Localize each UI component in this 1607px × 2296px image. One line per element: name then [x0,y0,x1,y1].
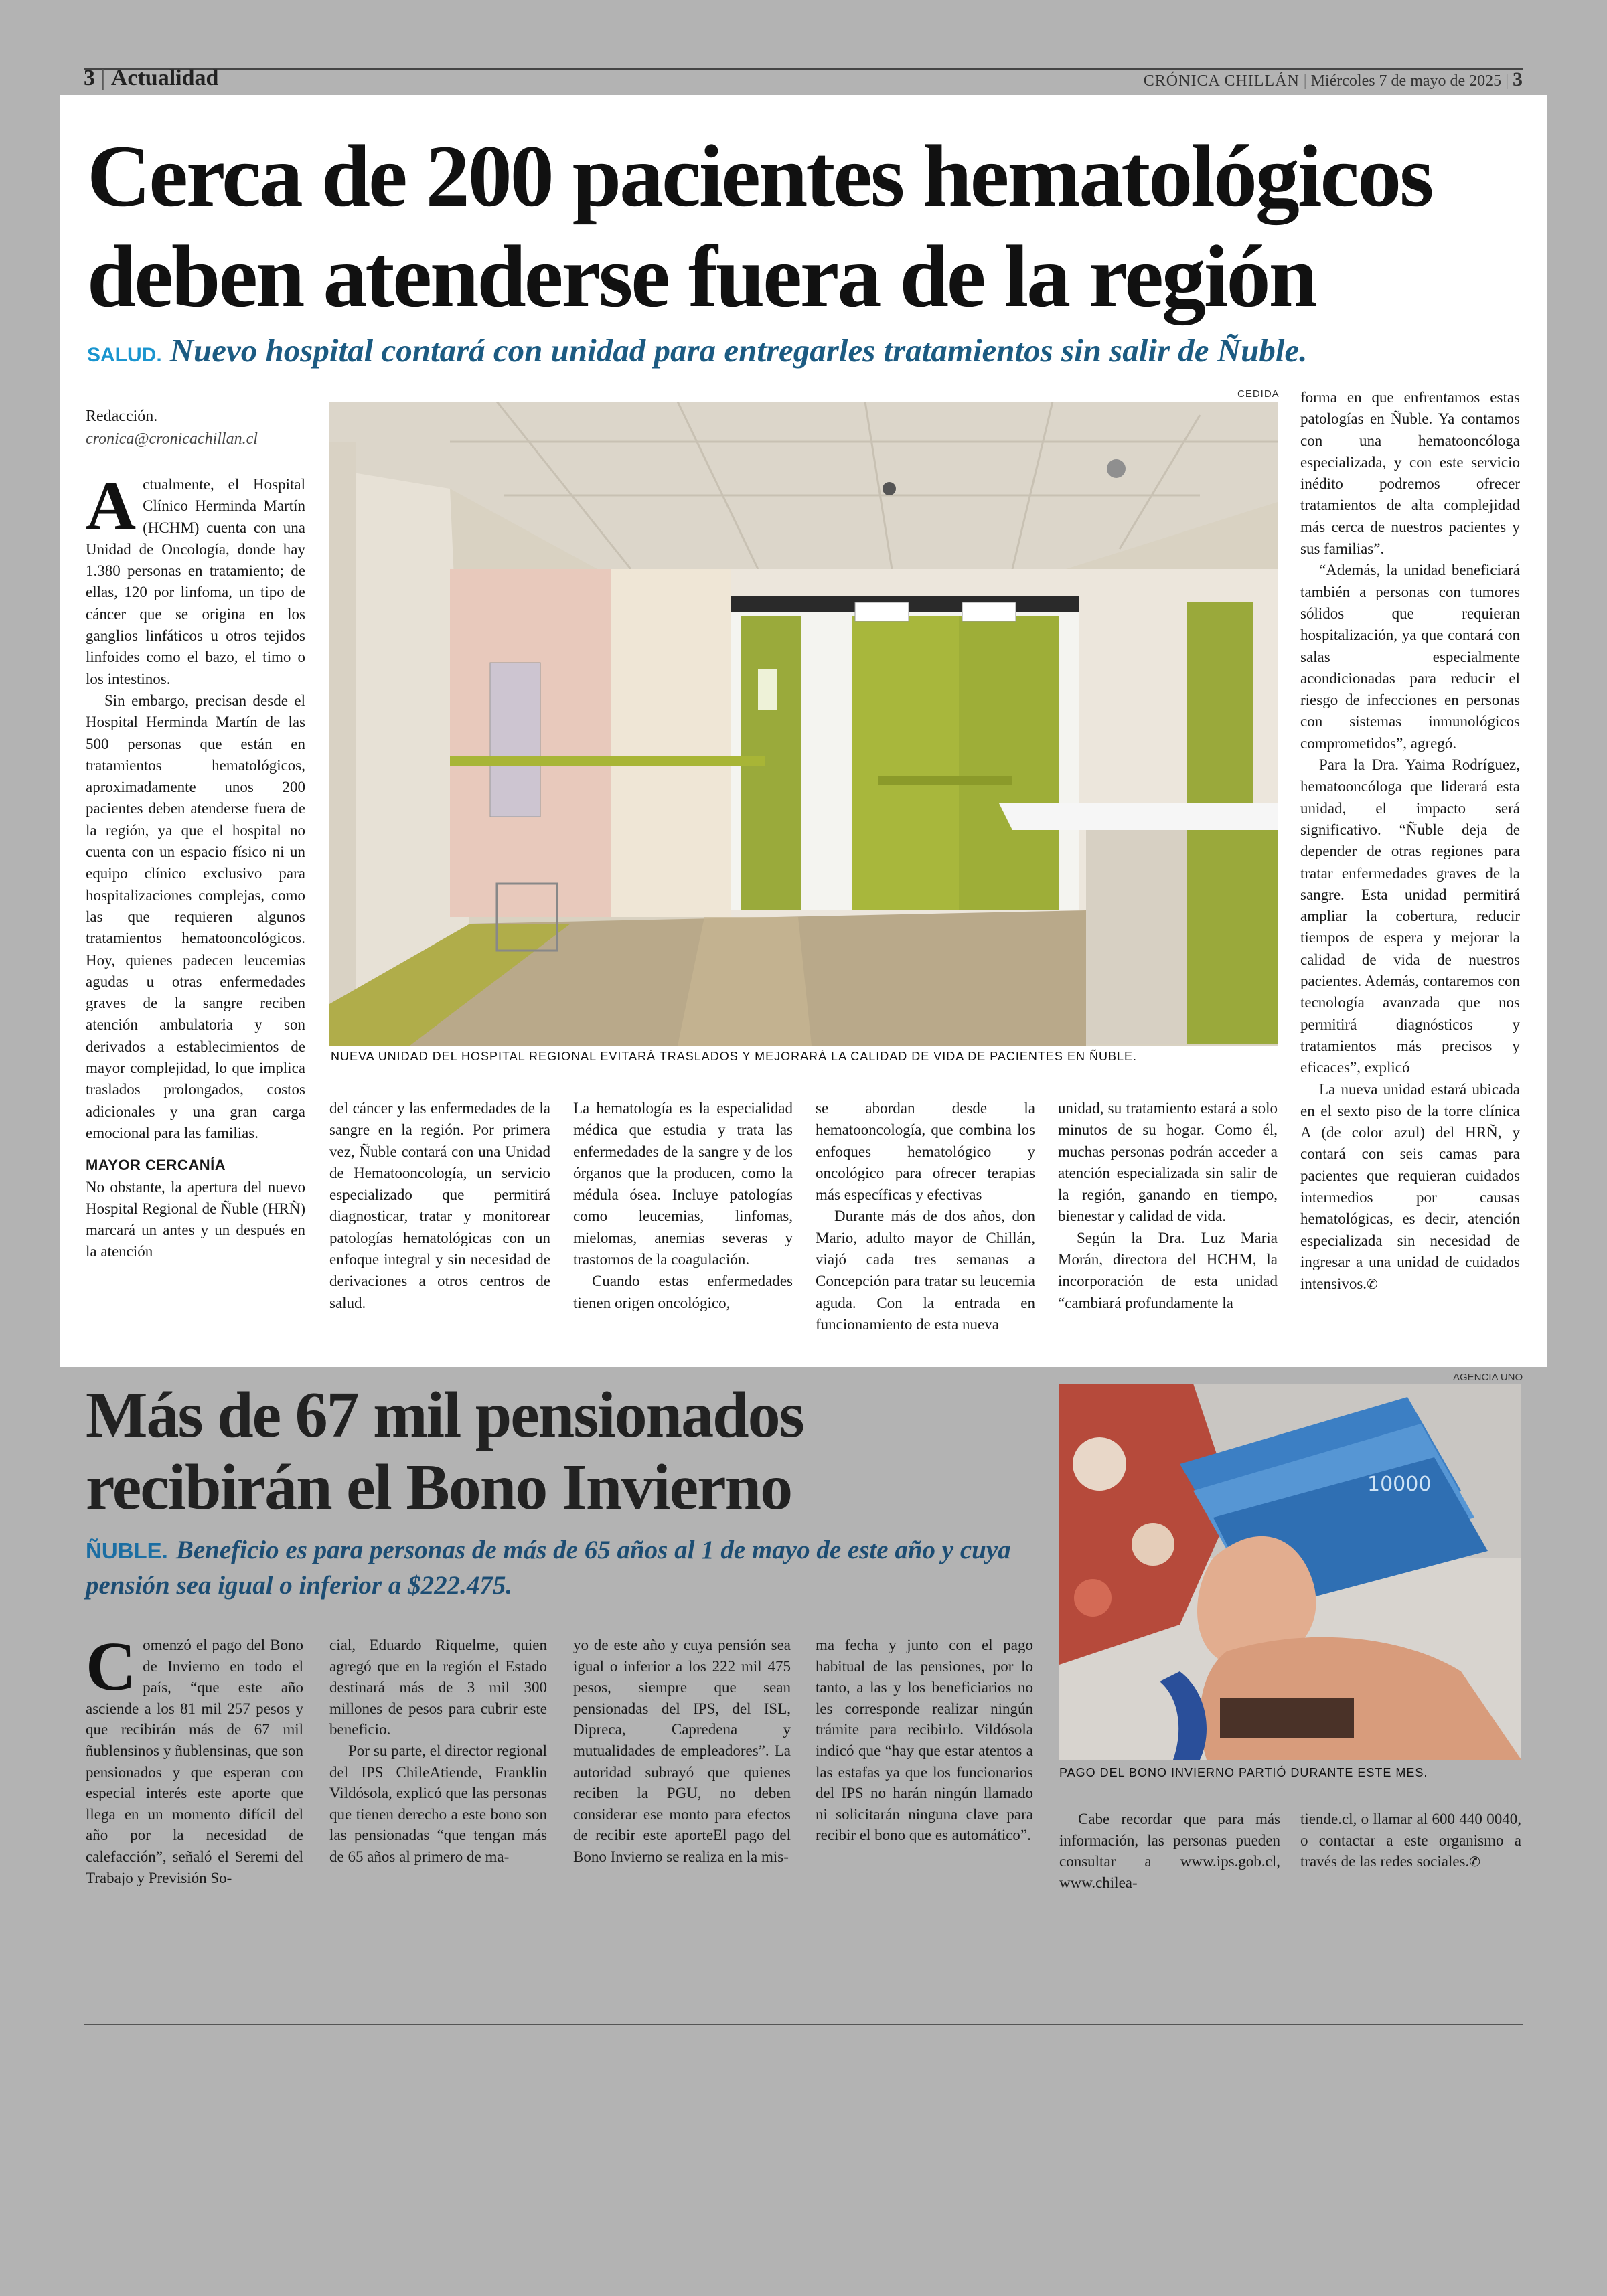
article2-column-6 [1300,1809,1521,1873]
article1-column-1 [86,467,305,1263]
article2-paragraph: tiende.cl, o llamar al 600 440 0040, o contactar a este organismo a través de las redes sociales. [1300,1811,1521,1870]
bottom-rule [84,2024,1523,2025]
article2-paragraph: Por su parte, el director regional del IPS ChileAtiende, Franklin Vildósola, explicó que las personas que tienen derecho a este bono son las pensionadas “que tengan más de 65 años al primero de ma- [329,1742,547,1865]
article1-column-5 [1058,1098,1278,1314]
bono-invierno-photo [1059,1384,1521,1760]
article1-column-3 [573,1098,793,1314]
article2-paragraph: ma fecha y junto con el pago habitual de las pensiones, por lo tanto, a las y los beneficiarios no les corresponde realizar ningún trámite para recibirlo. Vildósola indicó que “hay que estar atentos a las estafas ya que los funcionarios del IPS no harán ningún llamado ni solicitarán ninguna clave para recibir el bono que es automático”. [816,1637,1033,1844]
article1-paragraph: Cuando estas enfermedades tienen origen oncológico, [573,1273,793,1311]
hospital-unit-photo [329,402,1278,1046]
hands-with-banknotes-illustration [1059,1384,1521,1760]
article2-dropcap: C [86,1628,137,1705]
end-mark-icon: ✆ [1367,1276,1378,1293]
article1-paragraph: Para la Dra. Yaima Rodríguez, hematooncóloga que liderará esta unidad, el impacto será significativo. “Ñuble deja de depender de otras regiones para tratar enfermedades graves de la sangre. Esta unidad permitirá ampliar la cobertura, reducir tiempos de espera y mejorar la calidad de vida de nuestros pacientes. Además, contaremos con tecnología avanzada que nos permitirá diagnósticos y tratamientos más precisos y eficaces”, explicó [1300,756,1520,1076]
article2-subheadline: Beneficio es para personas de más de 65 años al 1 de mayo de este año y cuya pensión sea igual o inferior a $222.475. [86,1536,1011,1600]
header-right: CRÓNICA CHILLÁN | Miércoles 7 de mayo de 2025 | 3 [1143,68,1523,90]
article2-headline: Más de 67 mil pensionados recibirán el Bono Invierno [86,1379,804,1524]
article1-paragraph: forma en que enfrentamos estas patologías en Ñuble. Ya contamos con una hematooncóloga especializada, y con este servicio inédito podremos ofrecer tratamientos de alta complejidad más cerca de nuestros pacientes y sus familias”. [1300,389,1520,558]
article1-column-6 [1300,387,1520,1295]
article1-headline: Cerca de 200 pacientes hematológicos deben atenderse fuera de la región [87,127,1432,325]
photo2-credit: AGENCIA UNO [1453,1372,1523,1383]
article2-subheadline-block [86,1533,1037,1603]
hospital-corridor-illustration [329,402,1278,1046]
article2-paragraph: Cabe recordar que para más información, las personas pueden consultar a www.ips.gob.cl, www.chilea- [1059,1811,1280,1891]
article1-column-2 [329,1098,550,1314]
article1-paragraph: del cáncer y las enfermedades de la sangre en la región. Por primera vez, Ñuble contará con una Unidad de Hematooncología, un servicio especializado que permitirá diagnosticar, tratar y monitorear patologías hematológicas con un enfoque integral y sin necesidad de derivaciones a otros centros de salud. [329,1100,550,1311]
article2-section-tag: ÑUBLE. [86,1538,168,1563]
article2-column-2 [329,1635,547,1868]
page-number-left: 3 [84,66,95,90]
section-name: Actualidad [110,66,219,90]
article1-paragraph: La hematología es la especialidad médica que estudia y trata las enfermedades de la sangre y de los órganos que la producen, como la médula ósea. Incluye patologías como leucemias, linfomas, mielomas, anemias severas y trastornos de la coagulación. [573,1100,793,1268]
article2-column-1 [86,1628,303,1888]
article1-paragraph: “Además, la unidad beneficiará también a personas con tumores sólidos que requieran hospitalización, ya que contará con salas especialmente acondicionadas para reducir el riesgo de infecciones en personas con sistemas inmunológicos comprometidos”, agregó. [1300,562,1520,752]
article1-subheadline-block [87,331,1533,370]
byline-email: cronica@cronicachillan.cl [86,430,258,448]
article1-subheadline: Nuevo hospital contará con unidad para entregarles tratamientos sin salir de Ñuble. [169,332,1308,369]
article1-paragraph: ctualmente, el Hospital Clínico Herminda Martín (HCHM) cuenta con una Unidad de Oncología, donde hay 1.380 personas en tratamiento; de ellas, 120 por linfoma, un tipo de cáncer que se origina en los ganglios linfáticos u otros tejidos linfoides como el bazo, el timo o los intestinos. [86,476,305,687]
end-mark-icon: ✆ [1469,1854,1481,1870]
article2-column-5 [1059,1809,1280,1893]
byline [86,405,307,450]
article2-paragraph: yo de este año y cuya pensión sea igual o inferior a los 222 mil 475 pesos, siempre que sean pensionadas del IPS, del ISL, Dipreca, Capredena y mutualidades de empleadores”. La autoridad subrayó que quienes reciben la PGU, no deben considerar ese monto para efectos de recibir este aporteEl pago del Bono Invierno se realiza en la mis- [573,1637,791,1865]
article2-paragraph: cial, Eduardo Riquelme, quien agregó que en la región el Estado destinará más de 3 mil 300 millones de pesos para cubrir este beneficio. [329,1637,547,1738]
byline-author: Redacción. [86,408,158,425]
header-left: 3 | Actualidad [84,66,219,90]
article1-paragraph: No obstante, la apertura del nuevo Hospital Regional de Ñuble (HRÑ) marcará un antes y un después en la atención [86,1178,305,1260]
svg-text:10000: 10000 [1367,1473,1432,1496]
publication-date: Miércoles 7 de mayo de 2025 [1310,72,1502,90]
article1-paragraph: Durante más de dos años, don Mario, adulto mayor de Chillán, viajó cada tres semanas a Concepción para tratar su leucemia aguda. Con la entrada en funcionamiento de esta nueva [816,1208,1035,1333]
article1-paragraph: Según la Dra. Luz Maria Morán, directora del HCHM, la incorporación de esta unidad “cambiará profundamente la [1058,1229,1278,1311]
article2-column-3 [573,1635,791,1868]
page-number-right: 3 [1513,68,1523,90]
article1-dropcap: A [86,467,137,544]
article1-paragraph: se abordan desde la hematooncología, que combina los enfoques hematológico y oncológico para ofrecer terapias más específicas y efectivas [816,1100,1035,1204]
article1-column-4 [816,1098,1035,1335]
photo2-caption: PAGO DEL BONO INVIERNO PARTIÓ DURANTE ESTE MES. [1059,1766,1428,1779]
article2-column-4 [816,1635,1033,1846]
article1-paragraph: La nueva unidad estará ubicada en el sexto piso de la torre clínica A (de color azul) del HRÑ, y contará con seis camas para pacientes que requieran cuidados intermedios por causas hematológicas, es decir, atención especializada sin necesidad de ingresar a una unidad de cuidados intensivos. [1300,1080,1520,1293]
article1-subhead: MAYOR CERCANÍA [86,1157,226,1174]
article1-paragraph: Sin embargo, precisan desde el Hospital Herminda Martín de las 500 personas que están en tratamientos hematológicos, aproximadamente unos 200 pacientes deben atenderse fuera de la región, ya que el hospital no cuenta con un espacio físico ni un equipo clínico exclusivo para hospitalizaciones complejas, como las que requieren algunos tratamientos hematooncológicos. Hoy, quienes padecen leucemias agudas u otras enfermedades graves de la sangre reciben atención ambulatoria y son derivados a establecimientos de mayor complejidad, lo que implica traslados prolongados, costos adicionales y una gran carga emocional para las familias. [86,691,305,1141]
article1-paragraph: unidad, su tratamiento estará a solo minutos de su hogar. Como él, muchas personas podrán acceder a atención especializada sin salir de la región, ganando en tiempo, bienestar y calidad de vida. [1058,1100,1278,1225]
photo1-credit: CEDIDA [1237,388,1280,400]
publication-name: CRÓNICA CHILLÁN [1143,72,1300,90]
article2-paragraph: omenzó el pago del Bono de Invierno en todo el país, “que este año asciende a los 81 mil 257 pesos y que recibirán más de 67 mil ñublensinos y ñublensinas, que son pensionados y que esperan con especial interés este aporte que llega en un momento difícil del año por la necesidad de calefacción”, señaló el Seremi del Trabajo y Previsión So- [86,1637,303,1886]
photo1-caption: NUEVA UNIDAD DEL HOSPITAL REGIONAL EVITARÁ TRASLADOS Y MEJORARÁ LA CALIDAD DE VIDA DE PACIENTES EN ÑUBLE. [331,1050,1137,1063]
article1-section-tag: SALUD. [87,344,162,366]
